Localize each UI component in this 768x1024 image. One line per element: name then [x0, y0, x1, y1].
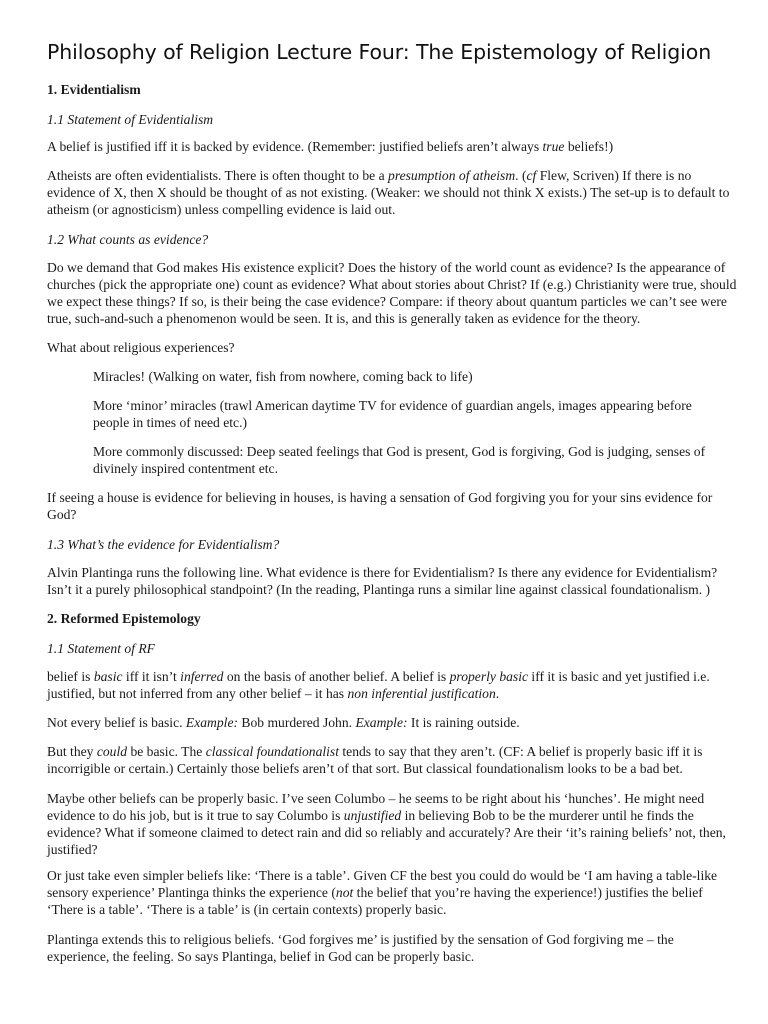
- paragraph: If seeing a house is evidence for believing in houses, is having a sensation of God forgiving you for your sins evidence for God?: [47, 490, 713, 522]
- subsection-1-2-heading: 1.2 What counts as evidence?: [47, 232, 209, 247]
- list-item: More ‘minor’ miracles (trawl American daytime TV for evidence of guardian angels, images appearing before people in times of need etc.): [93, 398, 692, 430]
- paragraph: What about religious experiences?: [47, 340, 235, 355]
- paragraph: A belief is justified iff it is backed by evidence. (Remember: justified beliefs aren’t always true beliefs!): [47, 139, 614, 154]
- emphasis: presumption of atheism: [388, 168, 516, 183]
- emphasis: could: [96, 744, 128, 759]
- paragraph: Atheists are often evidentialists. There is often thought to be a presumption of atheism. (cf Flew, Scriven) If there is no evidence of X, then X should be thought of as not existing. (Weaker: we should not think X exists.) The set-up is to default to atheism (or agnosticism) unless compelling evidence is laid out.: [47, 168, 730, 217]
- list-item: Miracles! (Walking on water, fish from nowhere, coming back to life): [93, 369, 473, 384]
- subsection-2-1-heading: 1.1 Statement of RF: [47, 641, 155, 656]
- document-title: Philosophy of Religion Lecture Four: The Epistemology of Religion: [47, 40, 712, 64]
- emphasis: non inferential justification: [347, 686, 496, 701]
- subsection-1-1-heading: 1.1 Statement of Evidentialism: [47, 112, 214, 127]
- paragraph: Alvin Plantinga runs the following line. What evidence is there for Evidentialism? Is there any evidence for Evidentialism? Isn’t it a purely philosophical standpoint? (In the reading, Plantinga runs a similar line against classical foundationalism. ): [47, 565, 718, 597]
- paragraph: Or just take even simpler beliefs like: ‘There is a table’. Given CF the best you could do would be ‘I am having a table-like sensory experience’ Plantinga thinks the experience (not the belief that you’re having the experience!) justifies the belief ‘There is a table’. ‘There is a table’ is (in certain contexts) properly basic.: [47, 868, 718, 917]
- paragraph: But they could be basic. The classical foundationalist tends to say that they aren’t. (CF: A belief is properly basic iff it is incorrigible or certain.) Certainly those beliefs aren’t of that sort. But classical foundationalism looks to be a bad bet.: [47, 744, 703, 776]
- paragraph: belief is basic iff it isn’t inferred on the basis of another belief. A belief is properly basic iff it is basic and yet justified i.e. justified, but not inferred from any other belief – it has non inferential justification.: [47, 669, 710, 701]
- section-1-heading: 1. Evidentialism: [47, 82, 141, 97]
- paragraph: Maybe other beliefs can be properly basic. I’ve seen Columbo – he seems to be right about his ‘hunches’. He might need evidence to do his job, but is it true to say Columbo is unjustified in believing Bob to be the murderer until he finds the evidence? What if someone claimed to detect rain and did so reliably and accurately? Are their ‘it’s raining beliefs’ not, then, justified?: [47, 791, 726, 857]
- section-2-heading: 2. Reformed Epistemology: [47, 611, 201, 626]
- paragraph: Not every belief is basic. Example: Bob murdered John. Example: It is raining outside.: [47, 715, 520, 730]
- emphasis: not: [335, 885, 354, 900]
- emphasis: basic: [93, 669, 123, 684]
- subsection-1-3-heading: 1.3 What’s the evidence for Evidentialism?: [47, 537, 280, 552]
- emphasis: cf: [526, 168, 537, 183]
- emphasis: classical foundationalist: [205, 744, 339, 759]
- paragraph: Plantinga extends this to religious beliefs. ‘God forgives me’ is justified by the sensation of God forgiving me – the experience, the feeling. So says Plantinga, belief in God can be properly basic.: [47, 932, 674, 964]
- emphasis: unjustified: [343, 808, 402, 823]
- emphasis: inferred: [180, 669, 224, 684]
- emphasis: Example:: [185, 715, 239, 730]
- list-item: More commonly discussed: Deep seated feelings that God is present, God is forgiving, God is judging, senses of divinely inspired contentment etc.: [93, 444, 706, 476]
- paragraph: Do we demand that God makes His existence explicit? Does the history of the world count as evidence? Is the appearance of churches (pick the appropriate one) count as evidence? What about stories about Christ? If (e.g.) Christianity were true, should we expect these things? If so, is their being the case evidence? Compare: if theory about quantum particles we can’t see were true, such-and-such a phenomenon would be seen. It is, and this is generally taken as evidence for the theory.: [47, 260, 737, 326]
- emphasis: Example:: [355, 715, 408, 730]
- emphasis: properly basic: [449, 669, 529, 684]
- emphasis: true: [542, 139, 565, 154]
